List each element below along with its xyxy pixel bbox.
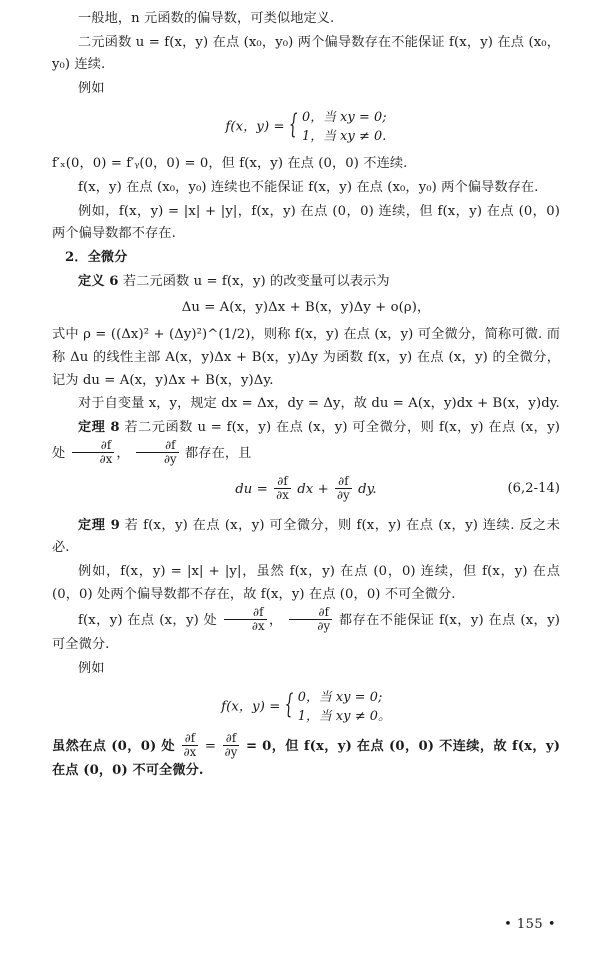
- paragraph-12-text-a: 虽然在点 (0，0) 处: [52, 739, 175, 755]
- equation-1-case-1: { 0，当 xy = 0;: [301, 109, 387, 125]
- paragraph-example-label-2: 例如: [78, 661, 105, 677]
- paragraph-example-label-1: 例如: [78, 81, 105, 97]
- equation-1-cases: [289, 108, 387, 146]
- fraction-numerator: ∂f: [184, 731, 196, 746]
- paragraph-example-abs-sum: 例如，f(x，y) = |x| + |y|，f(x，y) 在点 (0，0) 连续，但 f(x，y) 在点 (0，0) 两个偏导数都不存在.: [52, 203, 560, 242]
- fraction-partial-f-partial-y-4: [223, 732, 240, 759]
- fraction-denominator: ∂x: [276, 487, 289, 502]
- equation-dx-term: dx +: [297, 481, 329, 497]
- equation-4-case-1: { 0，当 xy = 0;: [297, 689, 383, 705]
- fraction-denominator: ∂y: [337, 487, 350, 502]
- comma-separator-2: ，: [268, 613, 283, 629]
- paragraph-dx-dy-convention: 对于自变量 x，y，规定 dx = Δx，dy = Δy，故 du = A(x，y)dx + B(x，y)dy.: [78, 396, 560, 412]
- paragraph-general-n-variable: 一般地，n 元函数的偏导数，可类似地定义.: [78, 11, 335, 26]
- paragraph-partials-exist-not-imply-differentiable: [52, 607, 560, 657]
- equation-1-case-2: 1，当 xy ≠ 0.: [301, 129, 387, 144]
- paragraph-10-text-b: 都存在不能保证 f(x，y) 在点 (x，y) 可全微分.: [52, 613, 560, 653]
- paragraph-theorem-8: [52, 417, 560, 467]
- fraction-denominator: ∂y: [224, 745, 238, 760]
- heading-total-differential: 2．全微分: [65, 250, 128, 265]
- fraction-numerator: ∂f: [338, 473, 349, 488]
- equation-4-cases: [285, 688, 391, 726]
- theorem-8-label: 定理 8: [78, 419, 120, 435]
- equation-total-differential-formula: [52, 473, 560, 503]
- paragraph-conclusion-not-differentiable: [52, 733, 560, 783]
- paragraph-theorem-9: [52, 515, 560, 560]
- theorem-9-label: 定理 9: [78, 517, 120, 533]
- equation-piecewise-2: [52, 688, 560, 726]
- fraction-partial-f-partial-y-3: [289, 606, 332, 633]
- fraction-denominator: ∂x: [72, 452, 115, 466]
- equation-1-lhs: f(x，y) =: [225, 119, 285, 135]
- page-number: • 155 •: [504, 917, 556, 932]
- paragraph-partials-zero-not-continuous: f′ₓ(0，0) = f′ᵧ(0，0) = 0，但 f(x，y) 在点 (0，0) 不连续.: [52, 156, 408, 172]
- fraction-denominator: ∂x: [224, 619, 267, 633]
- theorem-8-text-b: 都存在，且: [185, 445, 252, 461]
- fraction-partial-f-partial-x-3: [224, 606, 267, 633]
- equation-number: (6,2-14): [507, 480, 560, 496]
- equation-4-case-2: 1，当 xy ≠ 0。: [297, 709, 391, 725]
- equation-delta-u: Δu = A(x，y)Δx + B(x，y)Δy + o(ρ)，: [181, 300, 431, 316]
- fraction-partial-f-partial-x-2: [274, 475, 291, 502]
- paragraph-12-text-b: = 0，但 f(x，y) 在点 (0，0) 不连续，故 f(x，y) 在点 (0，0) 不可全微分.: [52, 739, 561, 779]
- equation-dy-term: dy.: [358, 481, 377, 497]
- fraction-partial-f-partial-x-1: [72, 439, 115, 466]
- theorem-9-text: 若 f(x，y) 在点 (x，y) 可全微分，则 f(x，y) 在点 (x，y) 连续. 反之未必.: [52, 517, 560, 556]
- equals-sign: =: [204, 739, 217, 755]
- fraction-numerator: ∂f: [253, 605, 264, 620]
- equation-piecewise-1: [52, 108, 560, 146]
- fraction-numerator: ∂f: [165, 437, 176, 452]
- paragraph-continuity-not-imply-partials: f(x，y) 在点 (x₀，y₀) 连续也不能保证 f(x，y) 在点 (x₀，y₀) 两个偏导数存在.: [78, 179, 539, 195]
- paragraph-10-text-a: f(x，y) 在点 (x，y) 处: [78, 613, 218, 629]
- fraction-partial-f-partial-y-2: [335, 475, 352, 502]
- comma-separator-1: ，: [116, 445, 130, 461]
- equation-du: du =: [235, 481, 268, 497]
- definition-6-text: 若二元函数 u = f(x，y) 的改变量可以表示为: [122, 273, 390, 289]
- paragraph-example-abs-not-differentiable: 例如，f(x，y) = |x| + |y|，虽然 f(x，y) 在点 (0，0) 连续，但 f(x，y) 在点 (0，0) 处两个偏导数都不存在，故 f(x，y) 在点 (0，0) 不可全微分.: [52, 564, 560, 602]
- fraction-partial-f-partial-y-1: [136, 439, 179, 466]
- paragraph-binary-function-partials: 二元函数 u = f(x，y) 在点 (x₀，y₀) 两个偏导数存在不能保证 f(x，y) 在点 (x₀，y₀) 连续.: [52, 34, 560, 73]
- fraction-denominator: ∂x: [183, 745, 197, 760]
- fraction-numerator: ∂f: [225, 731, 237, 746]
- fraction-numerator: ∂f: [277, 473, 288, 488]
- paragraph-rho-definition: 式中 ρ = ((Δx)² + (Δy)²)^(1/2)，则称 f(x，y) 在点 (x，y) 可全微分，简称可微. 而称 Δu 的线性主部 A(x，y)Δx + B(x，y)Δy 为函数 f(x，y) 在点 (x，y) 的全微分，记为 du = A(x，y)Δx + B(x，y)Δy.: [52, 327, 560, 388]
- page-body: [52, 8, 560, 784]
- equation-4-lhs: f(x，y) =: [221, 699, 281, 715]
- fraction-denominator: ∂y: [289, 619, 332, 633]
- definition-6-label: 定义 6: [78, 273, 119, 289]
- fraction-numerator: ∂f: [100, 437, 112, 452]
- paragraph-definition-6: [52, 271, 560, 294]
- theorem-8-text-a: 若二元函数 u = f(x，y) 在点 (x，y) 可全微分，则 f(x，y) 在点 (x，y) 处: [52, 419, 560, 461]
- fraction-partial-f-partial-x-4: [182, 732, 199, 759]
- fraction-numerator: ∂f: [318, 605, 329, 620]
- fraction-denominator: ∂y: [136, 452, 179, 466]
